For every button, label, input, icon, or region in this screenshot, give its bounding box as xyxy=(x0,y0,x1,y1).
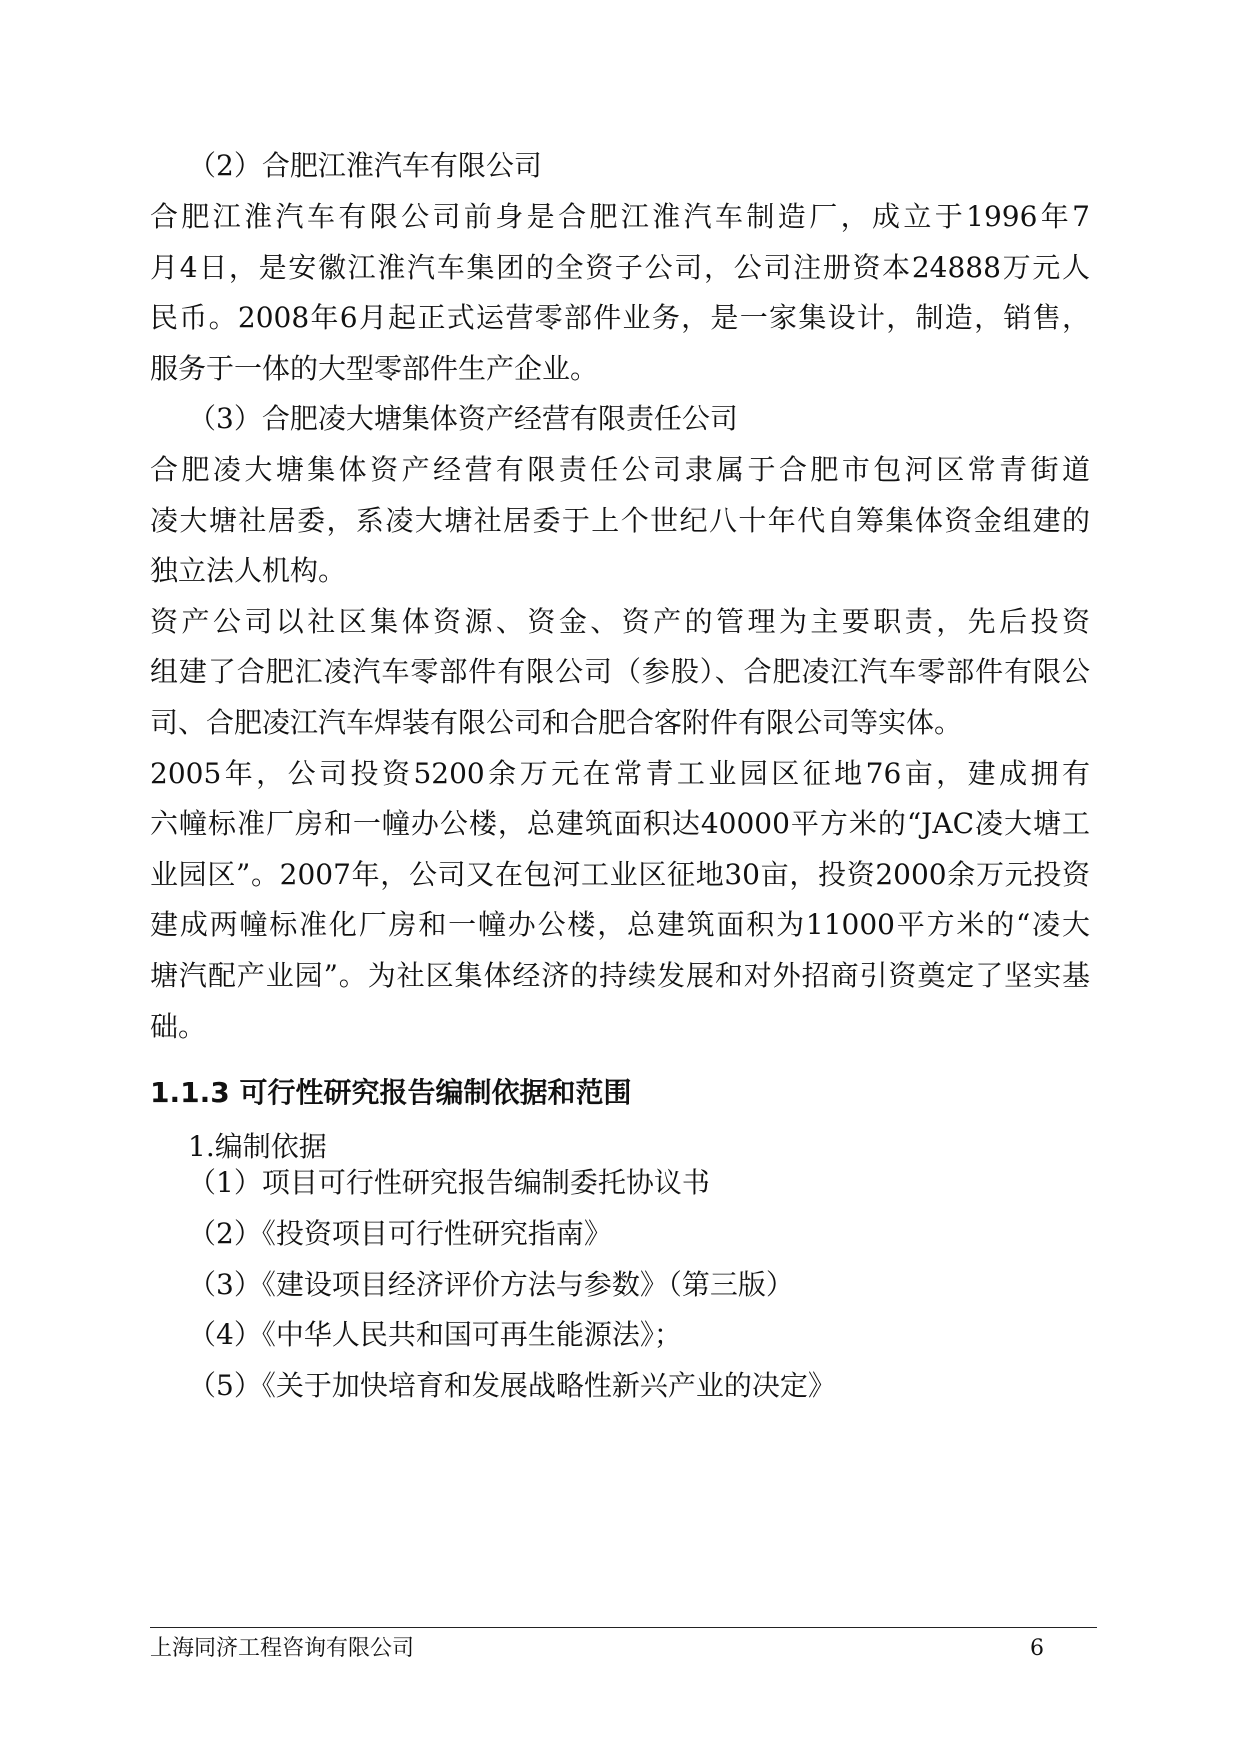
page-number: 6 xyxy=(1030,1636,1044,1661)
paragraph-line: 民币。2008年6月起正式运营零部件业务，是一家集设计，制造，销售， xyxy=(150,301,1090,334)
subsection-title-jac: （2）合肥江淮汽车有限公司 xyxy=(188,149,542,182)
paragraph-line: 独立法人机构。 xyxy=(150,554,347,587)
list-item: （1）项目可行性研究报告编制委托协议书 xyxy=(188,1166,710,1199)
list-title: 1.编制依据 xyxy=(188,1130,327,1163)
paragraph-line: 建成两幢标准化厂房和一幢办公楼，总建筑面积为11000平方米的“凌大 xyxy=(150,908,1090,941)
paragraph-line: 组建了合肥汇凌汽车零部件有限公司（参股）、合肥凌江汽车零部件有限公 xyxy=(150,655,1090,688)
footer-company: 上海同济工程咨询有限公司 xyxy=(150,1636,415,1661)
list-item: （3）《建设项目经济评价方法与参数》（第三版） xyxy=(188,1268,794,1301)
paragraph-line: 凌大塘社居委，系凌大塘社居委于上个世纪八十年代自筹集体资金组建的 xyxy=(150,504,1090,537)
footer-divider xyxy=(150,1627,1097,1628)
subsection-title-lingdatang: （3）合肥凌大塘集体资产经营有限责任公司 xyxy=(188,402,738,435)
list-item: （4）《中华人民共和国可再生能源法》； xyxy=(188,1318,682,1351)
paragraph-line: 2005年，公司投资5200余万元在常青工业园区征地76亩，建成拥有 xyxy=(150,757,1090,790)
paragraph-line: 合肥凌大塘集体资产经营有限责任公司隶属于合肥市包河区常青街道 xyxy=(150,453,1090,486)
paragraph-line: 础。 xyxy=(150,1010,207,1043)
paragraph-line: 业园区”。2007年，公司又在包河工业区征地30亩，投资2000余万元投资 xyxy=(150,858,1090,891)
paragraph-line: 月4日，是安徽江淮汽车集团的全资子公司，公司注册资本24888万元人 xyxy=(150,251,1090,284)
list-item: （5）《关于加快培育和发展战略性新兴产业的决定》 xyxy=(188,1369,836,1402)
paragraph-line: 合肥江淮汽车有限公司前身是合肥江淮汽车制造厂，成立于1996年7 xyxy=(150,200,1090,233)
paragraph-line: 六幢标准厂房和一幢办公楼，总建筑面积达40000平方米的“JAC凌大塘工 xyxy=(150,807,1090,840)
section-heading: 1.1.3 可行性研究报告编制依据和范围 xyxy=(150,1076,632,1109)
paragraph-line: 服务于一体的大型零部件生产企业。 xyxy=(150,352,599,385)
paragraph-line: 塘汽配产业园”。为社区集体经济的持续发展和对外招商引资奠定了坚实基 xyxy=(150,959,1090,992)
paragraph-line: 资产公司以社区集体资源、资金、资产的管理为主要职责，先后投资 xyxy=(150,605,1090,638)
list-item: （2）《投资项目可行性研究指南》 xyxy=(188,1217,612,1250)
paragraph-line: 司、合肥凌江汽车焊装有限公司和合肥合客附件有限公司等实体。 xyxy=(150,706,963,739)
